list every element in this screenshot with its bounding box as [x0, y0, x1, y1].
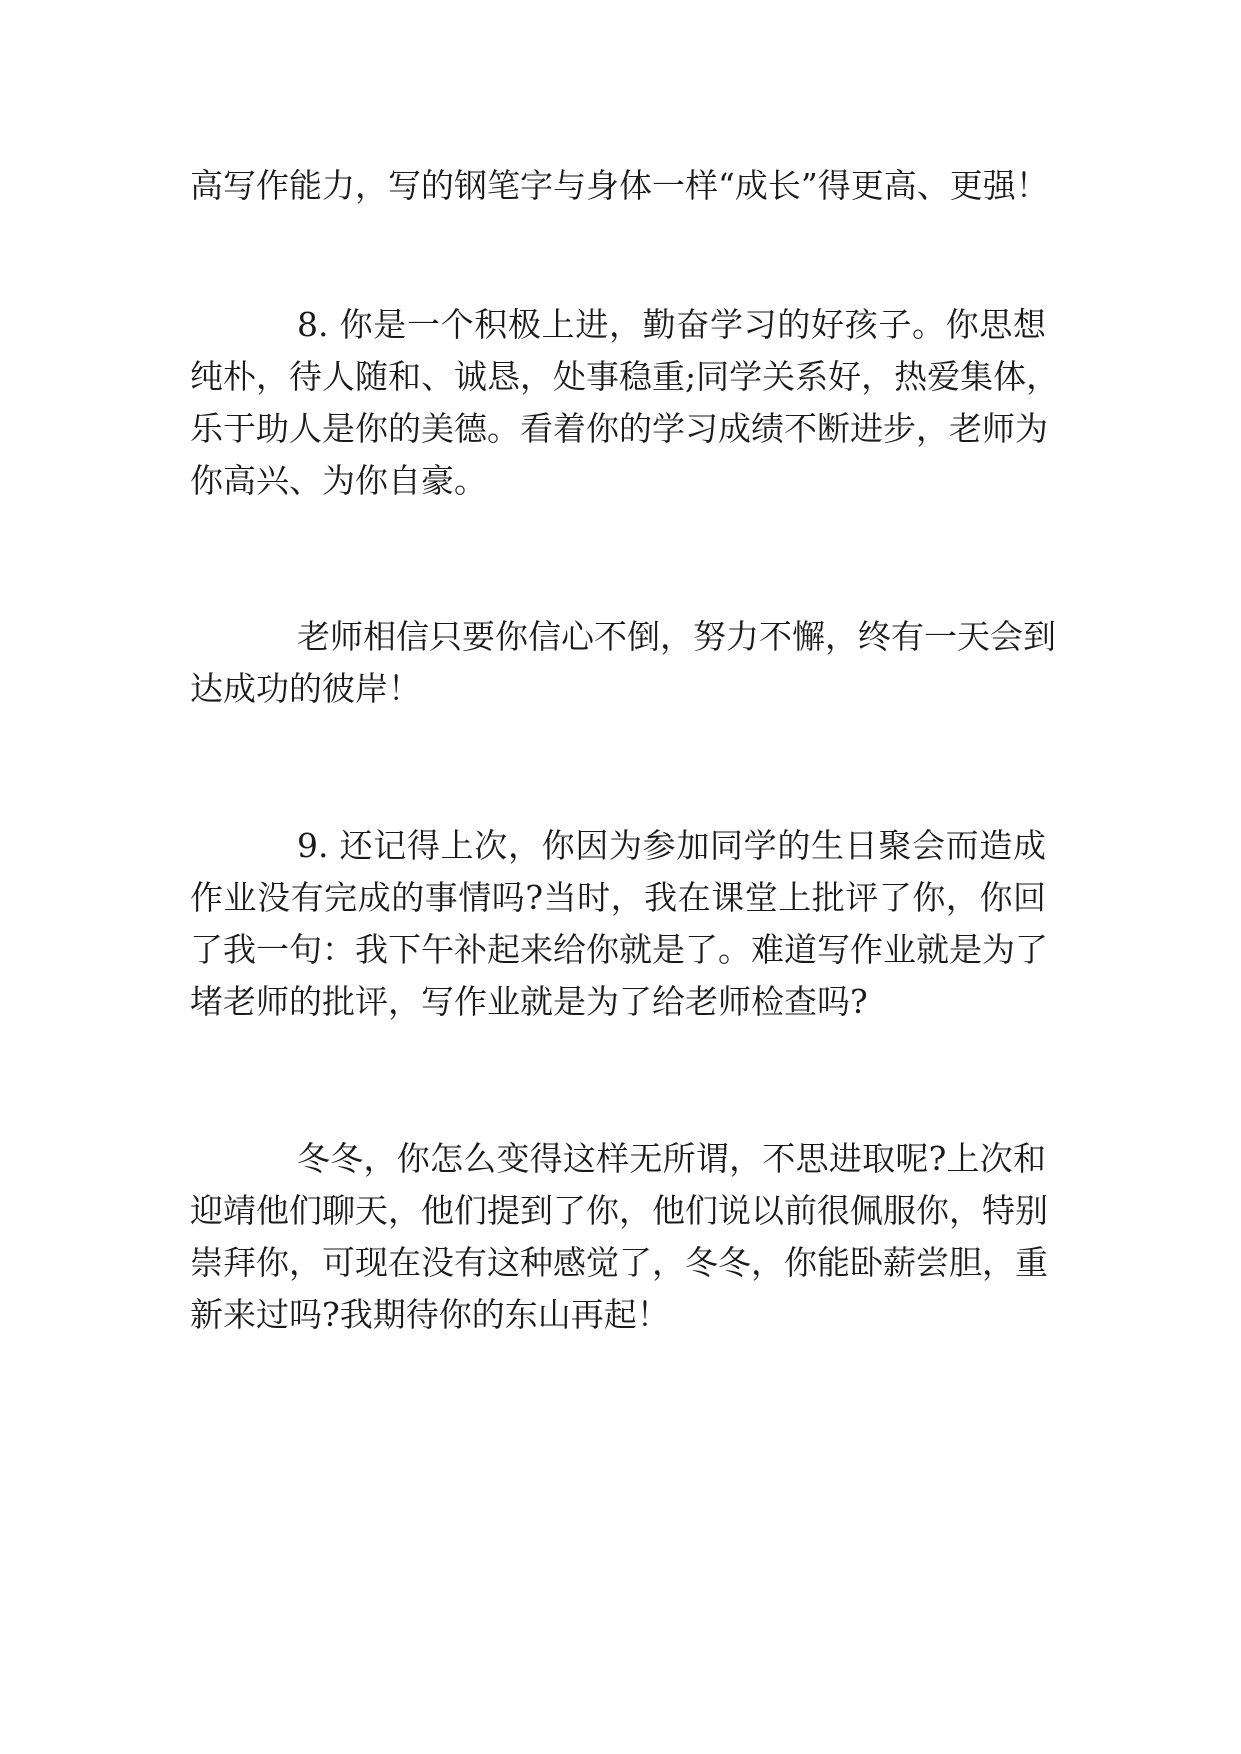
- paragraph-8-line-4: 你高兴、为你自豪。: [190, 461, 487, 500]
- paragraph-8b-line-2: 达成功的彼岸！: [190, 669, 421, 708]
- paragraph-9-line-3: 了我一句：我下午补起来给你就是了。难道写作业就是为了: [190, 930, 1048, 969]
- paragraph-9b-line-2: 迎靖他们聊天，他们提到了你，他们说以前很佩服你，特别: [190, 1191, 1048, 1230]
- paragraph-8-line-2: 纯朴，待人随和、诚恳，处事稳重;同学关系好，热爱集体，: [190, 357, 1060, 396]
- paragraph-9-line-4: 堵老师的批评，写作业就是为了给老师检查吗?: [190, 982, 868, 1021]
- paragraph-8-line-3: 乐于助人是你的美德。看着你的学习成绩不断进步，老师为: [190, 409, 1048, 448]
- paragraph-9-line-1: 9. 还记得上次，你因为参加同学的生日聚会而造成: [297, 826, 1046, 865]
- paragraph-9b-line-1: 冬冬，你怎么变得这样无所谓，不思进取呢?上次和: [297, 1139, 1046, 1178]
- paragraph-9b-line-4: 新来过吗?我期待你的东山再起！: [190, 1295, 670, 1334]
- paragraph-8-line-1: 8. 你是一个积极上进，勤奋学习的好孩子。你思想: [297, 305, 1046, 344]
- paragraph-7-line-end: 高写作能力，写的钢笔字与身体一样“成长”得更高、更强！: [190, 166, 1049, 205]
- paragraph-9-line-2: 作业没有完成的事情吗?当时，我在课堂上批评了你，你回: [190, 878, 1046, 917]
- paragraph-9b-line-3: 崇拜你，可现在没有这种感觉了，冬冬，你能卧薪尝胆，重: [190, 1243, 1048, 1282]
- paragraph-8b-line-1: 老师相信只要你信心不倒，努力不懈，终有一天会到: [297, 617, 1056, 656]
